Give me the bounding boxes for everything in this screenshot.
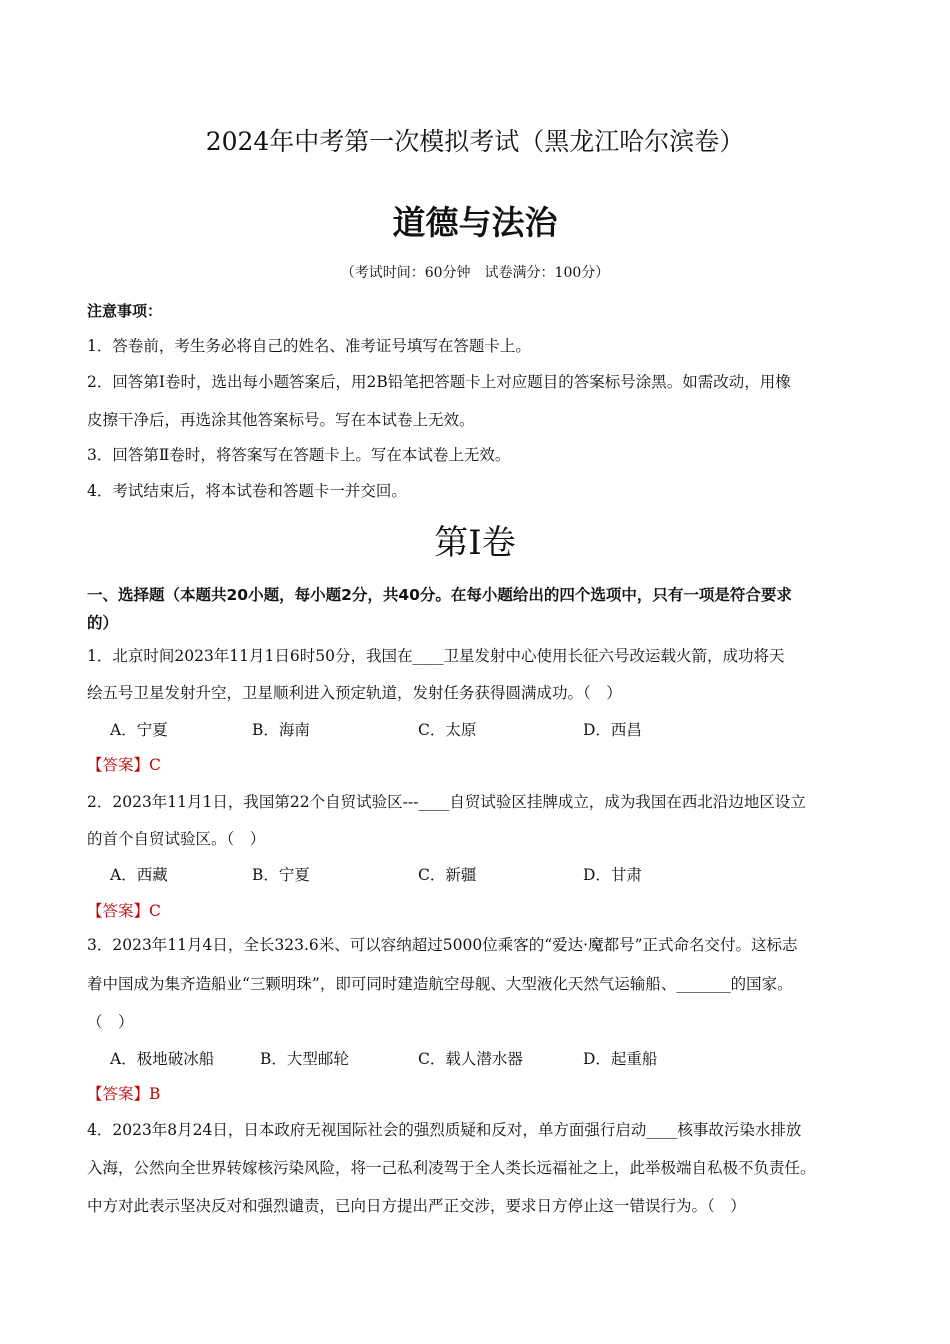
question-4-line: 4．2023年8月24日，日本政府无视国际社会的强烈质疑和反对，单方面强行启动____核事故污染水排放	[87, 1121, 802, 1139]
question-2-option-d: D．甘肃	[583, 866, 642, 884]
note-item: 3．回答第Ⅱ卷时，将答案写在答题卡上。写在本试卷上无效。	[87, 446, 511, 464]
question-3-option-d: D．起重船	[583, 1050, 658, 1068]
question-3-answer	[87, 1082, 160, 1104]
question-3-option-c: C．载人潜水器	[418, 1050, 523, 1068]
question-3-line: 3．2023年11月4日，全长323.6米、可以容纳超过5000位乘客的“爱达·魔都号”正式命名交付。这标志	[87, 936, 798, 954]
question-2-line: 的首个自贸试验区。（ ）	[87, 830, 266, 848]
question-2-line: 2．2023年11月1日，我国第22个自贸试验区---____自贸试验区挂牌成立，成为我国在西北沿边地区设立	[87, 793, 806, 811]
note-item: 1．答卷前，考生务必将自己的姓名、准考证号填写在答题卡上。	[87, 337, 531, 355]
section-heading-cont: 的）	[87, 614, 119, 632]
question-2-option-b: B．宁夏	[252, 866, 310, 884]
question-1-option-c: C．太原	[418, 721, 477, 739]
question-1-option-a: A．宁夏	[110, 721, 168, 739]
note-item: 4．考试结束后，将本试卷和答题卡一并交回。	[87, 482, 407, 500]
subject-title: 道德与法治	[392, 203, 558, 242]
answer-value: C	[149, 756, 161, 774]
answer-tag: 【答案】	[87, 756, 150, 774]
question-1-option-b: B．海南	[252, 721, 310, 739]
question-3-line: 着中国成为集齐造船业“三颗明珠”，即可同时建造航空母舰、大型液化天然气运输船、_______的国家。	[87, 975, 793, 993]
question-3-option-b: B．大型邮轮	[260, 1050, 349, 1068]
question-2-option-a: A．西藏	[110, 866, 168, 884]
question-1-line: 绘五号卫星发射升空，卫星顺利进入预定轨道，发射任务获得圆满成功。（ ）	[87, 684, 622, 702]
question-1-line: 1．北京时间2023年11月1日6时50分，我国在____卫星发射中心使用长征六号改运载火箭，成功将天	[87, 647, 785, 665]
note-item: 皮擦干净后，再选涂其他答案标号。写在本试卷上无效。	[87, 411, 475, 429]
question-1-option-d: D．西昌	[583, 721, 642, 739]
question-2-answer	[87, 899, 161, 921]
exam-title: 2024年中考第一次模拟考试（黑龙江哈尔滨卷）	[205, 127, 745, 156]
question-3-option-a: A．极地破冰船	[110, 1050, 215, 1068]
answer-tag: 【答案】	[87, 902, 150, 920]
notes-heading: 注意事项：	[87, 302, 163, 320]
question-2-option-c: C．新疆	[418, 866, 477, 884]
section-heading: 一、选择题（本题共20小题，每小题2分，共40分。在每小题给出的四个选项中，只有一项是符合要求	[87, 586, 792, 604]
question-1-answer	[87, 753, 161, 775]
section-title: 第Ⅰ卷	[434, 523, 516, 563]
answer-tag: 【答案】	[87, 1085, 150, 1103]
question-4-line: 中方对此表示坚决反对和强烈谴责，已向日方提出严正交涉，要求日方停止这一错误行为。（ ）	[87, 1197, 746, 1215]
question-4-line: 入海，公然向全世界转嫁核污染风险，将一己私利凌驾于全人类长远福祉之上，此举极端自私极不负责任。	[87, 1159, 816, 1177]
answer-value: B	[149, 1085, 161, 1103]
exam-meta: （考试时间：60分钟 试卷满分：100分）	[340, 265, 610, 281]
answer-value: C	[149, 902, 161, 920]
question-3-line: （ ）	[87, 1013, 134, 1031]
note-item: 2．回答第Ⅰ卷时，选出每小题答案后，用2B铅笔把答题卡上对应题目的答案标号涂黑。如需改动，用橡	[87, 373, 791, 391]
